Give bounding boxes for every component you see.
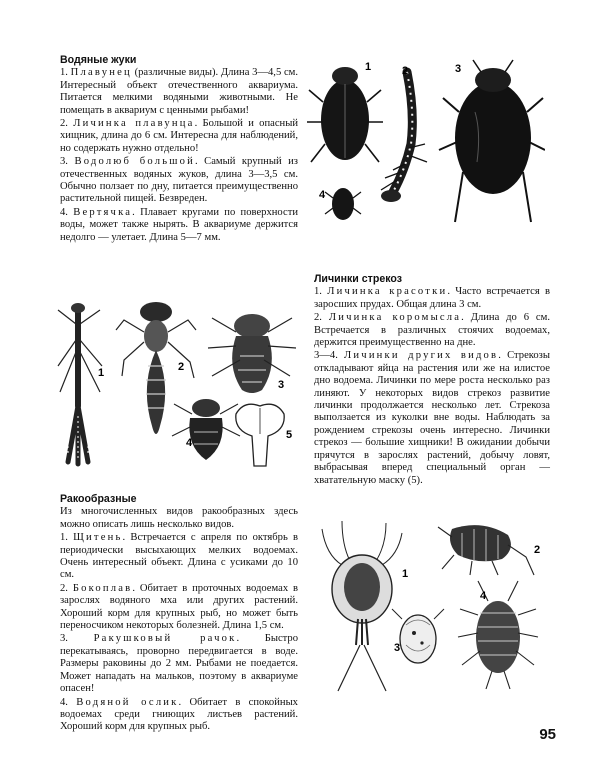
list-item: 3—4. Личинки других видов. Стрекозы откладывают яйца на растения или же на илистое дно водоема. Личинки по мере роста несколько раз линяют. У некоторых видов стрекоз развитие личинки продолжается несколько лет. Стрекоза выползается из куколки вне воды. Наблюдать за рождением стрекозы очень интересно. Личинки стрекоз — большие хищники! В ожидании добычи прячутся в зарослях растений, добычу ловят, выбрасывая вперед специальный орган — хватательную маску (5).: [314, 350, 550, 486]
section-heading: Личинки стрекоз: [314, 273, 402, 285]
great-water-beetle-icon: [439, 60, 545, 222]
page-number: 95: [539, 726, 556, 743]
list-item: 4. Вертячка. Плавает кругами по поверхности воды, может также нырять. В аквариуме держится недолго — улетает. Длина 5—7 мм.: [60, 206, 298, 243]
list-item: 2. Бокоплав. Обитает в проточных водоемах в зарослях водяного мха или других растений. Хороший корм для крупных рыб, но может быть переносчиком некоторых болезней. Длина 1,5 см.: [60, 582, 298, 632]
list-item: 3. Водолюб большой. Самый крупный из отечественных водяных жуков, длина 3—3,5 см. Обычно ползает по дну, питается преимущественно растительной пищей. Безвреден.: [60, 156, 298, 205]
figure-water-beetles: [305, 52, 545, 232]
figure-label: 1: [98, 367, 105, 379]
figure-label: 2: [534, 544, 541, 556]
section-intro: Из многочисленных видов ракообразных здесь можно описать лишь несколько видов.: [60, 506, 298, 530]
whirligig-beetle-icon: [325, 188, 361, 220]
figure-label: 4: [319, 189, 326, 201]
section-crustaceans: [60, 493, 298, 735]
figure-label: 4: [480, 590, 487, 602]
beetle-larva-icon: [381, 72, 427, 202]
ostracod-icon: [392, 609, 444, 663]
catching-mask-icon: [236, 404, 284, 466]
water-louse-icon: [458, 581, 538, 689]
figure-dragonfly-larvae: [56, 296, 300, 474]
figure-label: 1: [402, 568, 409, 580]
section-water-beetles: [60, 54, 298, 245]
list-item: 2. Личинка коромысла. Длина до 6 см. Встречается в различных стоячих водоемах, держится преимущественно на дне.: [314, 312, 550, 349]
figure-label: 1: [365, 61, 372, 73]
amphipod-icon: [438, 525, 534, 575]
list-item: 2. Личинка плавунца. Большой и опасный хищник, длина до 6 см. Интересна для наблюдений, но содержать нужно отдельно!: [60, 118, 298, 154]
list-item: 1. Личинка красотки. Часто встречается в заросших прудах. Общая длина 3 см.: [314, 286, 550, 310]
diving-beetle-icon: [307, 67, 383, 162]
figure-label: 2: [178, 361, 185, 373]
list-item: 3. Ракушковый рачок. Быстро перекатываясь, проворно передвигается в воде. Размеры раковины до 2 мм. Рыбами не поедается. Может нападать на мальков, поэтому в аквариуме опасен!: [60, 633, 299, 695]
figure-crustaceans: [302, 515, 548, 695]
figure-label: 3: [394, 642, 401, 654]
figure-label: 5: [286, 429, 293, 441]
figure-label: 3: [455, 63, 462, 75]
figure-label: 4: [186, 437, 193, 449]
triops-icon: [322, 521, 402, 691]
figure-label: 3: [278, 379, 285, 391]
figure-label: 2: [402, 65, 409, 77]
damselfly-larva-icon: [58, 303, 105, 464]
section-heading: Водяные жуки: [60, 54, 137, 66]
section-heading: Ракообразные: [60, 493, 137, 505]
section-dragonfly-larvae: [314, 273, 550, 488]
list-item: 1. Щитень. Встречается с апреля по октябрь в периодически высыхающих мелких водоемах. Очень интересный объект. Длина с усиками до 10 см.: [60, 532, 298, 581]
dragonfly-larva-small-icon: [172, 399, 240, 460]
list-item: 4. Водяной ослик. Обитает в спокойных водоемах среди гниющих листьев растений. Хороший корм для крупных рыб.: [60, 696, 298, 733]
list-item: 1. Плавунец (различные виды). Длина 3—4,5 см. Интересный объект отечественного аквариума. Питается мелкими водяными животными. Не помещать в аквариум с ценными рыбами!: [60, 67, 298, 116]
